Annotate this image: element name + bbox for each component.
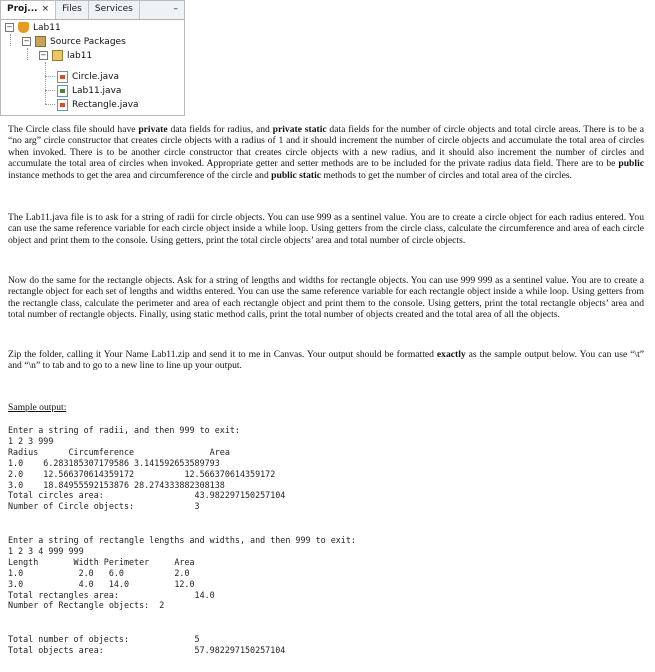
paragraph-rectangles: Now do the same for the rectangle objects. Ask for a string of lengths and widths for rectangle objects. You can use 999 999 as a sentinel value. You are to create a rectangle object for each set of lengths and widths entered. You can use the same reference variable for each rectangle object inside a while loop. Using getters from the rectangle class, calculate the perimeter and area of each rectangle object and print them to the console. Using getters, print the total rectangle objects’ area and total number of rectangle objects. Finally, using static method calls, print the total number of objects created and the total area of all the objects. xyxy=(8,275,644,321)
java-main-file-icon xyxy=(57,85,68,97)
tree-node-file[interactable] xyxy=(57,98,139,112)
panel-tab-bar xyxy=(1,1,184,20)
source-packages-label: Source Packages xyxy=(50,37,126,47)
tree-node-source-packages[interactable] xyxy=(22,35,126,49)
minimize-icon[interactable]: – xyxy=(173,4,178,14)
collapse-toggle-icon[interactable]: − xyxy=(23,37,30,45)
file-label: Lab11.java xyxy=(72,86,122,96)
java-file-icon xyxy=(57,71,68,83)
collapse-toggle-icon[interactable]: − xyxy=(6,23,13,31)
source-packages-icon xyxy=(35,36,46,47)
tree-node-package[interactable] xyxy=(39,49,92,63)
file-label: Circle.java xyxy=(72,72,119,82)
tab-projects-label: Proj... xyxy=(7,4,38,14)
project-label: Lab11 xyxy=(33,23,61,33)
file-label: Rectangle.java xyxy=(72,100,139,110)
paragraph-circle-class: The Circle class file should have private data fields for radius, and private static data fields for the number of circle objects and total circle areas. There is to be a “no arg” circle constructor that creates circle objects with a radius of 1 and it should increment the number of circle objects and accumulate the total area of circles when invoked. There is to be another circle constructor that creates circle objects with a new radius, and it should also increment the number of circles and accumulate the total area of circles when invoked. Appropriate getter and setter methods are to be included for the private radius data field. There are to be public instance methods to get the area and circumference of the circle and public static methods to get the number of circles and total area of the circles. xyxy=(8,124,644,181)
console-output-totals: Total number of objects: 5 Total objects area: 57.982297150257104 xyxy=(8,634,286,655)
paragraph-submission: Zip the folder, calling it Your Name Lab11.zip and send it to me in Canvas. Your output should be formatted exactly as the sample output below. You can use “\t” and “\n” to tab and to go to a new line to line up your output. xyxy=(8,349,644,372)
project-icon xyxy=(18,22,29,33)
close-icon[interactable]: × xyxy=(41,4,50,14)
paragraph-lab-file: The Lab11.java file is to ask for a string of radii for circle objects. You can use 999 as a sentinel value. You are to create a circle object for each radius entered. You can use the same reference variable for each circle object inside a while loop. Using getters from the circle class, calculate the circumference and area of each circle object and print them to the console. Using getters, print the total circle objects’ area and total number of circle objects. xyxy=(8,212,644,246)
collapse-toggle-icon[interactable]: − xyxy=(40,51,47,59)
tab-services[interactable]: Services xyxy=(89,1,140,19)
console-output-circles: Enter a string of radii, and then 999 to exit: 1 2 3 999 Radius Circumference Area 1.0 6.283185307179586 3.141592653589793 2.0 12.566370614359172 12.566370614359172 3.0 18.84955592153876 28.274333882308138 Total circles area: 43.982297150257104 Number of Circle objects: 3 xyxy=(8,425,286,512)
tree-node-file[interactable] xyxy=(57,70,119,84)
projects-panel xyxy=(0,0,185,116)
tab-files[interactable]: Files xyxy=(56,1,89,19)
console-output-rectangles: Enter a string of rectangle lengths and widths, and then 999 to exit: 1 2 3 4 999 999 Length Width Perimeter Area 1.0 2.0 6.0 2.0 3.0 4.0 14.0 12.0 Total rectangles area: 14.0 Number of Rectangle objects: 2 xyxy=(8,535,356,611)
tree-node-file[interactable] xyxy=(57,84,121,98)
java-file-icon xyxy=(57,99,68,111)
sample-output-heading: Sample output: xyxy=(8,402,67,413)
package-icon xyxy=(52,50,63,61)
package-label: lab11 xyxy=(67,51,93,61)
tab-projects[interactable] xyxy=(1,1,56,19)
tree-node-project[interactable] xyxy=(5,21,61,35)
